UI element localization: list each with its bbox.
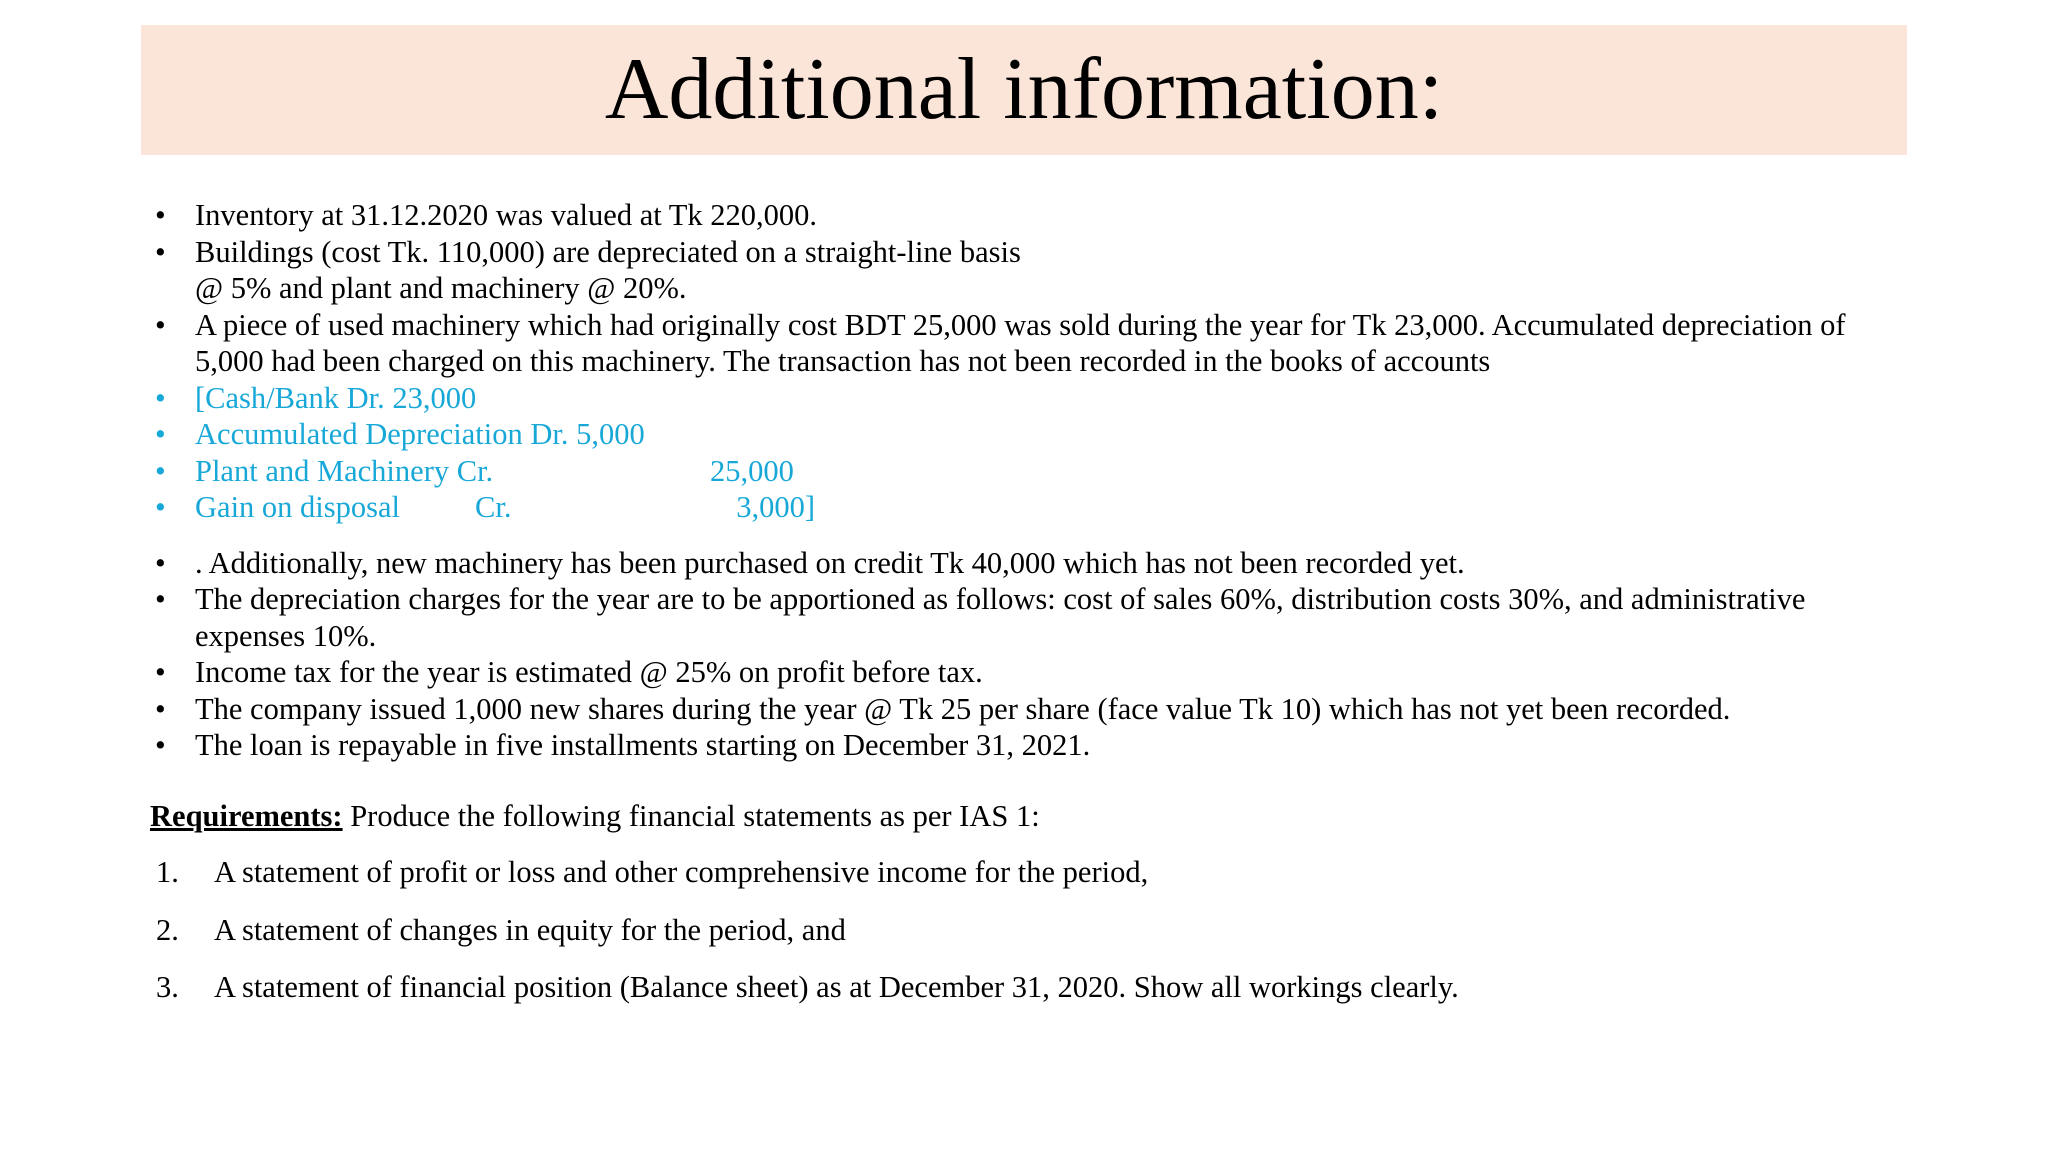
list-item: • The company issued 1,000 new shares during the year @ Tk 25 per share (face value Tk 10) which has not yet been recorded. [150, 691, 1910, 728]
requirements-intro: Produce the following financial statements as per IAS 1: [342, 798, 1040, 833]
item-number: 2. [156, 912, 179, 947]
list-item: • . Additionally, new machinery has been purchased on credit Tk 40,000 which has not been recorded yet. [150, 545, 1910, 582]
item-text: A statement of profit or loss and other comprehensive income for the period, [214, 855, 1149, 889]
requirements-heading: Requirements: [150, 798, 343, 833]
item-number: 3. [156, 970, 179, 1004]
item-text: A statement of financial position (Balance sheet) as at December 31, 2020. Show all workings clearly. [214, 970, 1459, 1004]
slide-title: Additional information: [604, 41, 1444, 138]
buildings-line-1: Buildings (cost Tk. 110,000) are depreciated on a straight-line basis [195, 234, 1021, 269]
journal-cr-marker: Cr. [475, 490, 512, 524]
journal-entry-line: • Accumulated Depreciation Dr. 5,000 [150, 416, 1910, 453]
list-item [150, 969, 1910, 1006]
list-item: • The depreciation charges for the year are to be apportioned as follows: cost of sales 60%, distribution costs 30%, and administrative expenses 10%. [150, 581, 1910, 654]
list-item: • Income tax for the year is estimated @ 25% on profit before tax. [150, 654, 1910, 691]
title-band [141, 25, 1907, 155]
list-item [150, 234, 1910, 307]
journal-entry-line: • [Cash/Bank Dr. 23,000 [150, 380, 1910, 417]
info-bullet-list-continued [150, 545, 1910, 764]
list-item [150, 854, 1910, 891]
journal-account: • Plant and Machinery Cr. [195, 453, 494, 488]
journal-entry-line [150, 489, 1910, 526]
requirements-intro-line [150, 798, 1910, 835]
list-item: • Inventory at 31.12.2020 was valued at Tk 220,000. [150, 197, 1910, 234]
requirements-list [150, 854, 1910, 1006]
journal-entry-line [150, 453, 1910, 490]
journal-amount: 3,000] [736, 490, 815, 524]
content-area [150, 197, 1910, 1027]
spacer [150, 526, 1910, 545]
list-item [150, 912, 1910, 949]
buildings-line-2: @ 5% and plant and machinery @ 20%. [195, 271, 687, 305]
journal-amount: 25,000 [710, 453, 794, 488]
journal-account: • Gain on disposal [195, 490, 401, 524]
item-number: 1. [156, 855, 179, 889]
list-item: • The loan is repayable in five installments starting on December 31, 2021. [150, 727, 1910, 764]
item-text: A statement of changes in equity for the period, and [214, 912, 846, 947]
info-bullet-list [150, 197, 1910, 526]
requirements-block [150, 798, 1910, 1006]
list-item: • A piece of used machinery which had originally cost BDT 25,000 was sold during the year for Tk 23,000. Accumulated depreciation of 5,000 had been charged on this machinery. The transaction has not been recorded in the books of accounts [150, 307, 1910, 380]
